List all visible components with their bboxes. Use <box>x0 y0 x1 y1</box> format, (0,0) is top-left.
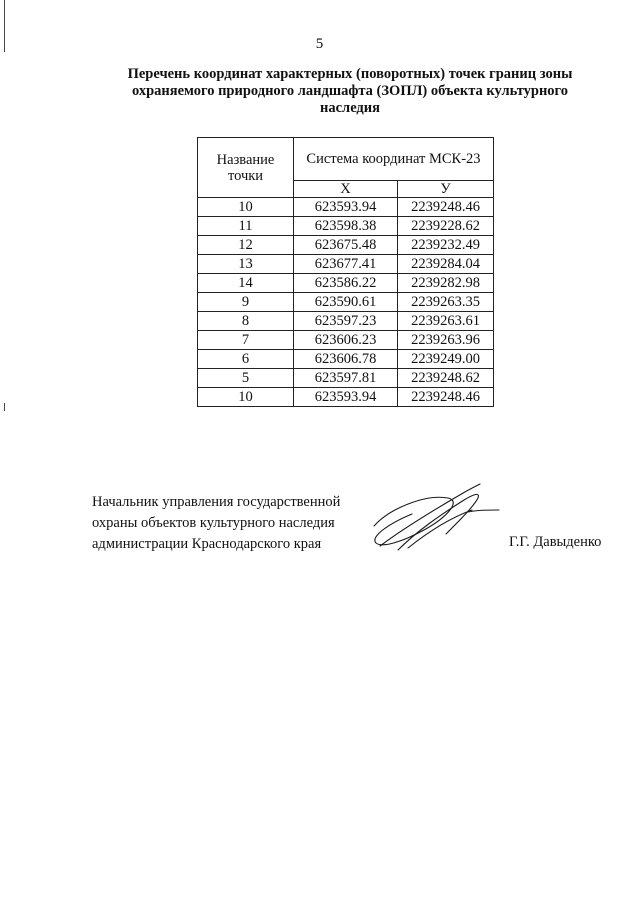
x-cell: 623590.61 <box>294 293 398 312</box>
table-row <box>198 331 494 350</box>
y-cell: 2239248.62 <box>398 369 494 388</box>
point-cell: 8 <box>198 312 294 331</box>
table-row <box>198 236 494 255</box>
y-cell: 2239284.04 <box>398 255 494 274</box>
table-row <box>198 198 494 217</box>
y-cell: 2239232.49 <box>398 236 494 255</box>
point-cell: 11 <box>198 217 294 236</box>
title-line: наследия <box>320 100 380 116</box>
point-cell: 13 <box>198 255 294 274</box>
header-y: У <box>398 181 494 198</box>
y-cell: 2239248.46 <box>398 198 494 217</box>
handwritten-signature <box>368 480 502 554</box>
document-title <box>100 66 600 117</box>
table-row <box>198 312 494 331</box>
y-cell: 2239263.61 <box>398 312 494 331</box>
x-cell: 623597.81 <box>294 369 398 388</box>
y-cell: 2239228.62 <box>398 217 494 236</box>
scan-edge-mark <box>4 403 5 411</box>
point-cell: 10 <box>198 388 294 407</box>
x-cell: 623675.48 <box>294 236 398 255</box>
point-cell: 12 <box>198 236 294 255</box>
table-row <box>198 369 494 388</box>
point-cell: 9 <box>198 293 294 312</box>
header-coordinate-system: Система координат МСК-23 <box>294 138 494 181</box>
y-cell: 2239263.35 <box>398 293 494 312</box>
y-cell: 2239248.46 <box>398 388 494 407</box>
y-cell: 2239249.00 <box>398 350 494 369</box>
position-line: администрации Краснодарского края <box>92 536 322 552</box>
x-cell: 623597.23 <box>294 312 398 331</box>
x-cell: 623593.94 <box>294 198 398 217</box>
title-line: охраняемого природного ландшафта (ЗОПЛ) объекта культурного <box>131 83 569 99</box>
x-cell: 623598.38 <box>294 217 398 236</box>
point-cell: 14 <box>198 274 294 293</box>
signatory-position <box>92 492 340 555</box>
table-row <box>198 350 494 369</box>
point-cell: 10 <box>198 198 294 217</box>
table-row <box>198 388 494 407</box>
header-x: X <box>294 181 398 198</box>
coordinates-table <box>197 137 494 407</box>
x-cell: 623586.22 <box>294 274 398 293</box>
y-cell: 2239263.96 <box>398 331 494 350</box>
x-cell: 623606.78 <box>294 350 398 369</box>
title-line: Перечень координат характерных (поворотных) точек границ зоны <box>127 66 573 82</box>
point-cell: 6 <box>198 350 294 369</box>
table-row <box>198 293 494 312</box>
point-cell: 7 <box>198 331 294 350</box>
position-line: Начальник управления государственной <box>92 494 341 510</box>
x-cell: 623677.41 <box>294 255 398 274</box>
x-cell: 623606.23 <box>294 331 398 350</box>
y-cell: 2239282.98 <box>398 274 494 293</box>
signer-name: Г.Г. Давыденко <box>509 534 602 550</box>
page-number: 5 <box>315 36 324 52</box>
position-line: охраны объектов культурного наследия <box>92 515 335 531</box>
header-point-name: Название точки <box>198 138 294 198</box>
x-cell: 623593.94 <box>294 388 398 407</box>
table-row <box>198 217 494 236</box>
point-cell: 5 <box>198 369 294 388</box>
table-row <box>198 255 494 274</box>
table-row <box>198 274 494 293</box>
